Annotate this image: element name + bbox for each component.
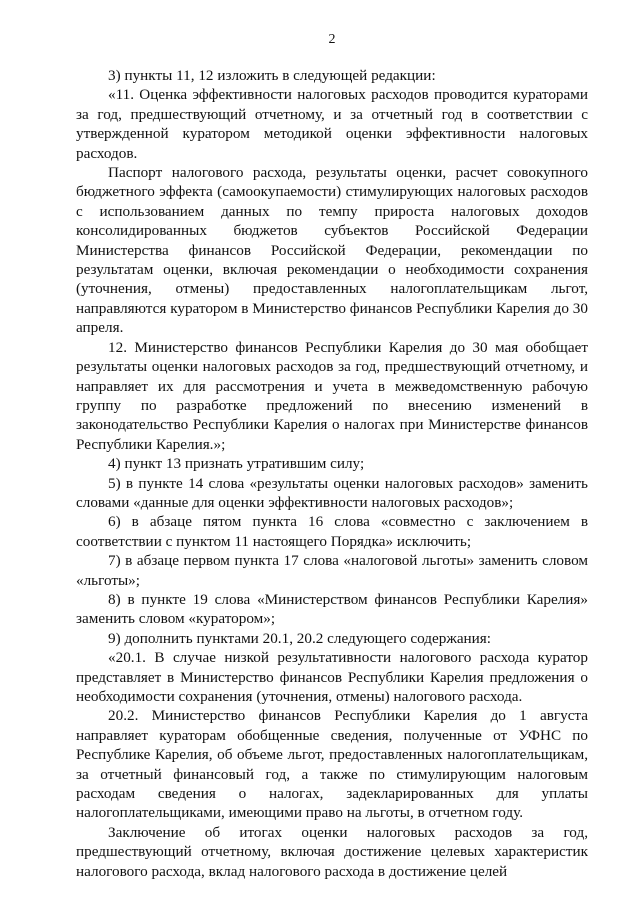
document-body bbox=[76, 66, 588, 881]
paragraph-point-20-2: 20.2. Министерство финансов Республики Карелия до 1 августа направляет кураторам обобщенные сведения, полученные от УФНС по Республике Карелия, об объеме льгот, предоставленных налогоплательщикам, за отчетный финансовый год, а также по стимулирующим налоговым расходам сведения о налогах, задекларированных для уплаты налогоплательщиками, имеющими право на льготы, в отчетном году. bbox=[76, 707, 588, 822]
paragraph-item-7: 7) в абзаце первом пункта 17 слова «налоговой льготы» заменить словом «льготы»; bbox=[76, 552, 588, 589]
page-number: 2 bbox=[328, 32, 336, 47]
paragraph-item-3-heading: 3) пункты 11, 12 изложить в следующей редакции: bbox=[108, 67, 436, 84]
paragraph-item-5: 5) в пункте 14 слова «результаты оценки налоговых расходов» заменить словами «данные для оценки эффективности налоговых расходов»; bbox=[76, 474, 588, 511]
paragraph-point-12: 12. Министерство финансов Республики Карелия до 30 мая обобщает результаты оценки налоговых расходов за год, предшествующий отчетному, и направляет их для рассмотрения и учета в межведомственную рабочую группу по разработке предложений по внесению изменений в законодательство Республики Карелия о налогах при Министерстве финансов Республики Карелия.»; bbox=[76, 338, 588, 453]
paragraph-item-9: 9) дополнить пунктами 20.1, 20.2 следующего содержания: bbox=[108, 629, 492, 647]
paragraph-point-11: «11. Оценка эффективности налоговых расходов проводится кураторами за год, предшествующий отчетному, и за отчетный год в соответствии с утвержденной куратором методикой оценки эффективности налоговых расходов. bbox=[76, 86, 588, 162]
paragraph-point-20-1: «20.1. В случае низкой результативности налогового расхода куратор представляет в Министерство финансов Республики Карелия предложения о необходимости сохранения (уточнения, отмены) налогового расхода. bbox=[76, 649, 588, 705]
paragraph-passport: Паспорт налогового расхода, результаты оценки, расчет совокупного бюджетного эффекта (самоокупаемости) стимулирующих налоговых расходов с использованием данных по темпу прироста налоговых доходов консолидированных бюджетов субъектов Российской Федерации Министерства финансов Российской Федерации, рекомендации по результатам оценки, включая рекомендации о необходимости сохранения (уточнения, отмены) предоставленных налогоплательщикам льгот, направляются куратором в Министерство финансов Республики Карелия до 30 апреля. bbox=[76, 164, 588, 337]
paragraph-item-6: 6) в абзаце пятом пункта 16 слова «совместно с заключением в соответствии с пунктом 11 настоящего Порядка» исключить; bbox=[76, 513, 588, 550]
paragraph-item-4: 4) пункт 13 признать утратившим силу; bbox=[108, 455, 365, 473]
paragraph-conclusion: Заключение об итогах оценки налоговых расходов за год, предшествующий отчетному, включая достижение целевых характеристик налогового расхода, вклад налогового расхода в достижение целей bbox=[76, 823, 588, 880]
paragraph-item-8: 8) в пункте 19 слова «Министерством финансов Республики Карелия» заменить словом «куратором»; bbox=[76, 590, 588, 628]
